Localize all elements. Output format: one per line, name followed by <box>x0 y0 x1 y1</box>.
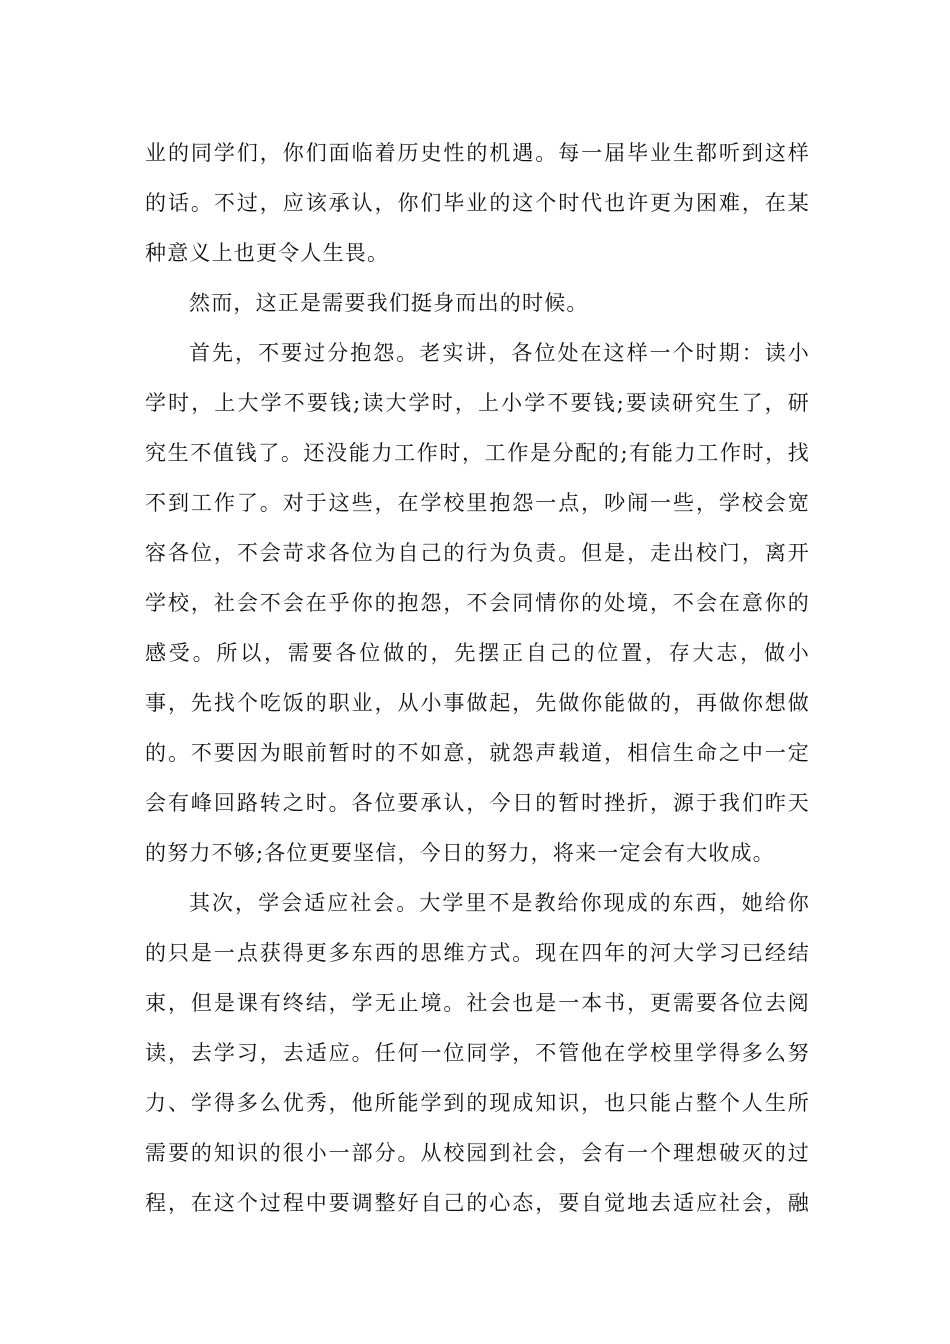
paragraph <box>145 278 810 328</box>
text-line: 业的同学们，你们面临着历史性的机遇。每一届毕业生都听到这样 <box>145 141 810 165</box>
paragraph <box>145 128 810 278</box>
text-line: 其次，学会适应社会。大学里不是教给你现成的东西，她给你 <box>189 891 810 915</box>
text-line: 首先，不要过分抱怨。老实讲，各位处在这样一个时期：读小 <box>189 341 810 365</box>
text-line: 种意义上也更令人生畏。 <box>145 241 390 265</box>
text-line: 的只是一点获得更多东西的思维方式。现在四年的河大学习已经结 <box>145 941 810 965</box>
text-line: 力、学得多么优秀，他所能学到的现成知识，也只能占整个人生所 <box>145 1091 810 1115</box>
paragraph <box>145 878 810 1228</box>
text-line: 会有峰回路转之时。各位要承认，今日的暂时挫折，源于我们昨天 <box>145 791 810 815</box>
text-line: 然而，这正是需要我们挺身而出的时候。 <box>189 291 589 315</box>
text-line: 究生不值钱了。还没能力工作时，工作是分配的;有能力工作时，找 <box>145 441 810 465</box>
text-line: 学校，社会不会在乎你的抱怨，不会同情你的处境，不会在意你的 <box>145 591 810 615</box>
text-line: 事，先找个吃饭的职业，从小事做起，先做你能做的，再做你想做 <box>145 691 810 715</box>
text-line: 不到工作了。对于这些，在学校里抱怨一点，吵闹一些，学校会宽 <box>145 491 810 515</box>
text-line: 读，去学习，去适应。任何一位同学，不管他在学校里学得多么努 <box>145 1041 810 1065</box>
text-line: 需要的知识的很小一部分。从校园到社会，会有一个理想破灭的过 <box>145 1141 810 1165</box>
paragraph <box>145 328 810 878</box>
text-line: 束，但是课有终结，学无止境。社会也是一本书，更需要各位去阅 <box>145 991 810 1015</box>
text-line: 学时，上大学不要钱;读大学时，上小学不要钱;要读研究生了，研 <box>145 391 810 415</box>
text-line: 程，在这个过程中要调整好自己的心态，要自觉地去适应社会，融 <box>145 1191 810 1215</box>
document-body <box>145 128 810 1228</box>
text-line: 感受。所以，需要各位做的，先摆正自己的位置，存大志，做小 <box>145 641 810 665</box>
text-line: 的话。不过，应该承认，你们毕业的这个时代也许更为困难，在某 <box>145 191 810 215</box>
text-line: 的努力不够;各位更要坚信，今日的努力，将来一定会有大收成。 <box>145 841 775 865</box>
text-line: 容各位，不会苛求各位为自己的行为负责。但是，走出校门，离开 <box>145 541 810 565</box>
text-line: 的。不要因为眼前暂时的不如意，就怨声载道，相信生命之中一定 <box>145 741 810 765</box>
